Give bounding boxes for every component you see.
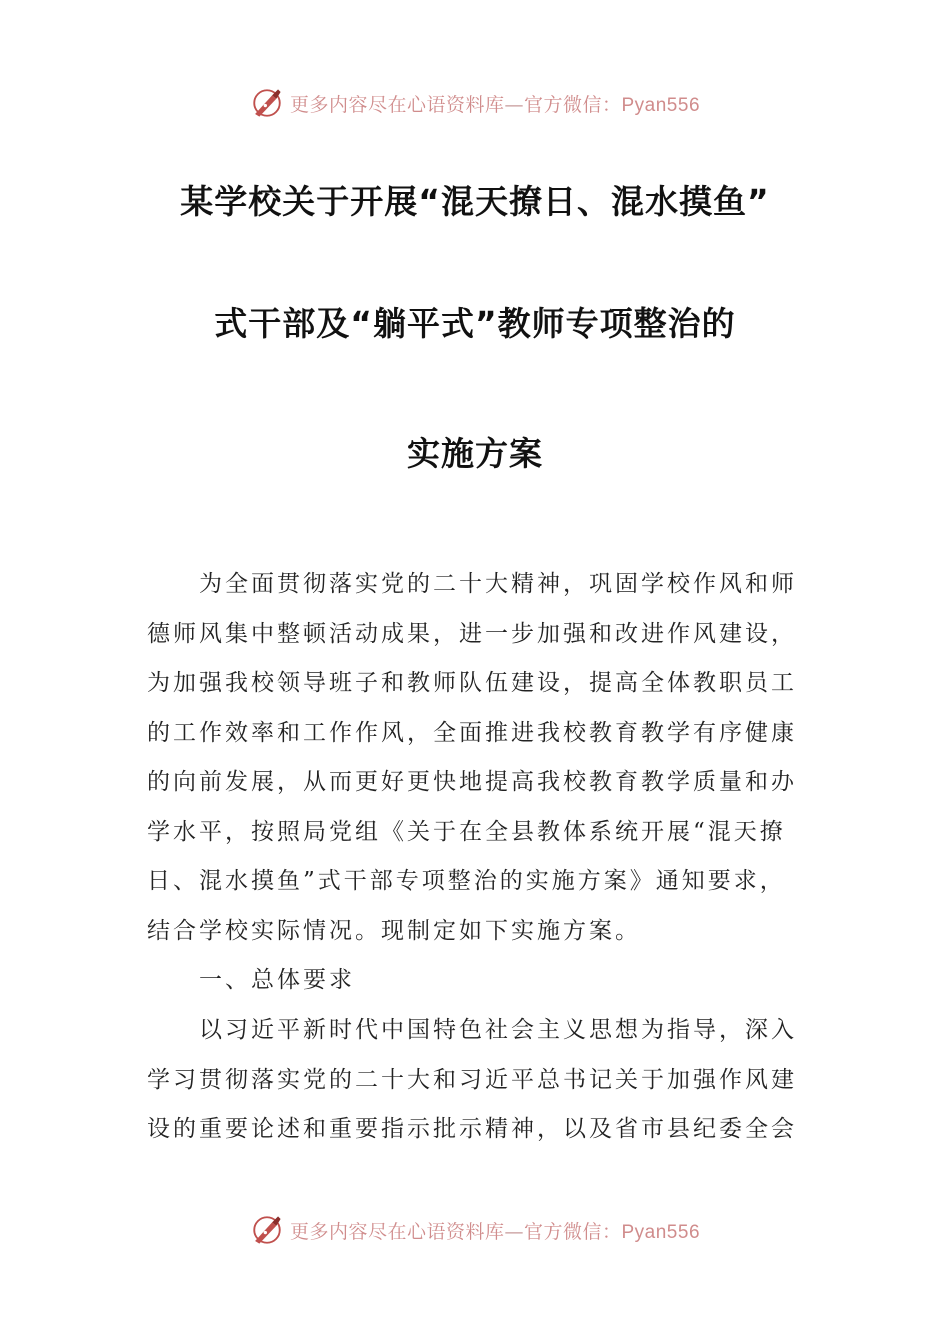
text-line: 的向前发展，从而更好更快地提高我校教育教学质量和办 (147, 769, 797, 795)
text-line: 学水平，按照局党组《关于在全县教体系统开展“混天撩 (147, 818, 786, 845)
heading-text: 一、总体要求 (199, 967, 355, 993)
pen-nib-logo-icon (250, 1213, 284, 1247)
text-line: 为全面贯彻落实党的二十大精神，巩固学校作风和师 (199, 571, 797, 597)
watermark-footer (0, 1210, 950, 1250)
watermark-text: 更多内容尽在心语资料库—官方微信：Pyan556 (289, 93, 701, 116)
text-line: 德师风集中整顿活动成果，进一步加强和改进作风建设， (147, 620, 797, 647)
text-line: 结合学校实际情况。现制定如下实施方案。 (147, 917, 641, 944)
document-title-line-1: 某学校关于开展“混天撩日、混水摸鱼” (180, 182, 770, 221)
document-title-line-3: 实施方案 (407, 434, 543, 473)
document-title-line-2: 式干部及“躺平式”教师专项整治的 (214, 304, 736, 343)
text-line: 为加强我校领导班子和教师队伍建设，提高全体教职员工 (147, 670, 797, 696)
watermark-header (0, 83, 950, 123)
text-line: 日、混水摸鱼”式干部专项整治的实施方案》通知要求， (147, 868, 786, 894)
section-heading-general-requirements (147, 956, 807, 1006)
text-line: 设的重要论述和重要指示批示精神，以及省市县纪委全会 (147, 1116, 797, 1142)
text-line: 学习贯彻落实党的二十大和习近平总书记关于加强作风建 (147, 1066, 797, 1093)
text-line: 以习近平新时代中国特色社会主义思想为指导，深入 (199, 1017, 797, 1043)
pen-nib-logo-icon (250, 86, 284, 120)
paragraph-intro (147, 560, 807, 956)
watermark-text: 更多内容尽在心语资料库—官方微信：Pyan556 (289, 1220, 701, 1243)
paragraph-guidance (147, 1006, 807, 1155)
text-line: 的工作效率和工作作风，全面推进我校教育教学有序健康 (147, 719, 797, 746)
